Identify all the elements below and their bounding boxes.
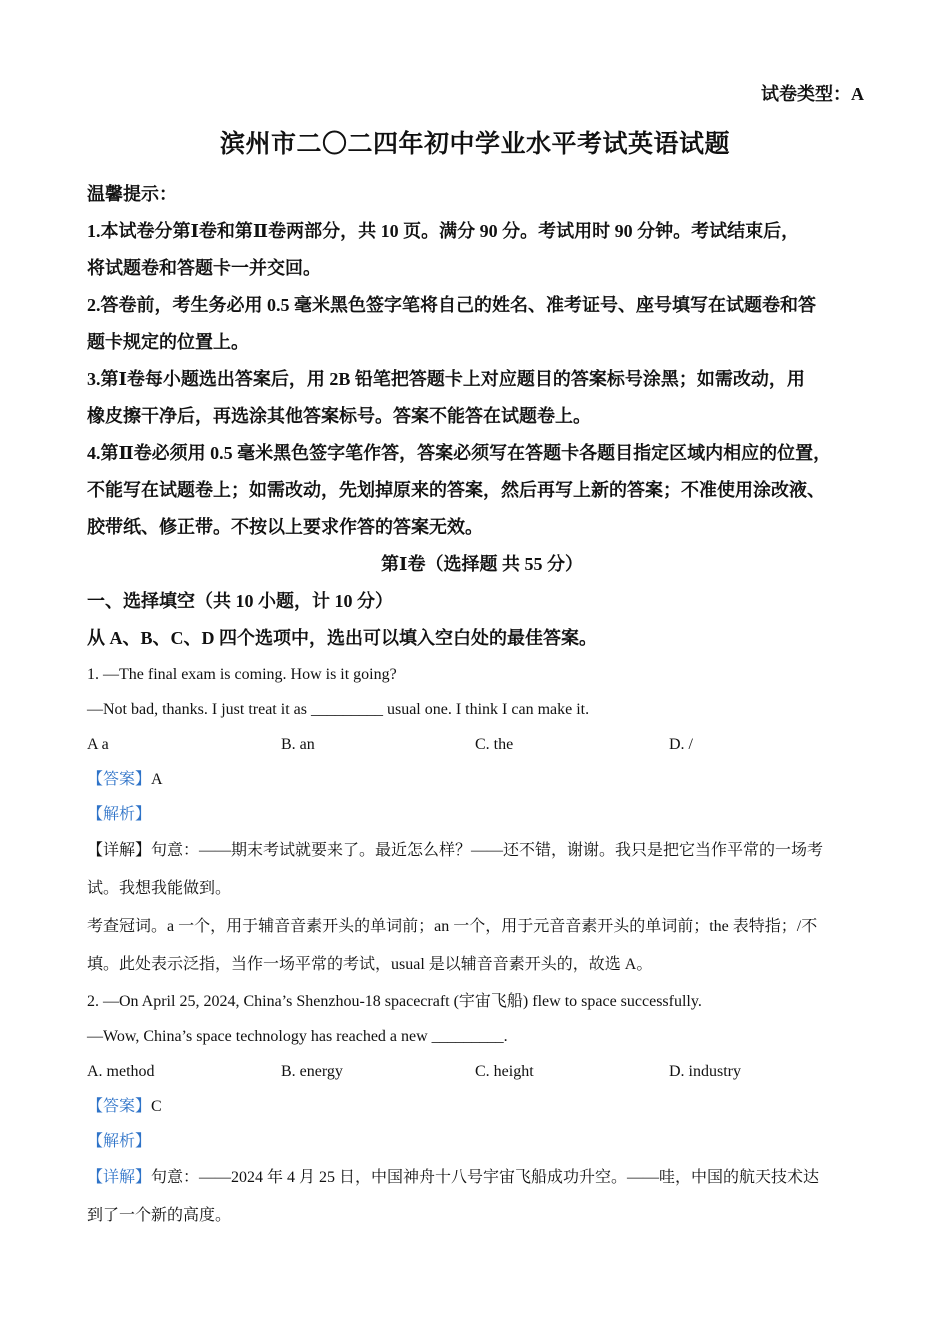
section-title: 一、选择填空（共 10 小题，计 10 分） [87, 591, 393, 611]
notice-line: 橡皮擦干净后，再选涂其他答案标号。答案不能答在试题卷上。 [87, 406, 591, 426]
detail-line: 到了一个新的高度。 [87, 1207, 232, 1224]
detail-line [87, 832, 877, 870]
question-options [87, 1054, 877, 1089]
answer-value: C [151, 1098, 162, 1115]
notice-line: 1.本试卷分第Ⅰ卷和第Ⅱ卷两部分，共 10 页。满分 90 分。考试用时 90 分钟。考试结束后， [87, 221, 800, 241]
answer-value: A [151, 771, 163, 788]
analysis-tag: 【解析】 [87, 1133, 152, 1150]
notice-heading: 温馨提示： [87, 184, 177, 204]
option-b: B. energy [281, 1063, 343, 1080]
notice-line: 不能写在试题卷上；如需改动，先划掉原来的答案，然后再写上新的答案；不准使用涂改液、 [87, 480, 825, 500]
option-c: C. the [475, 736, 514, 753]
part-title: 第Ⅰ卷（选择题 共 55 分） [381, 554, 583, 574]
option-a: A. method [87, 1063, 155, 1080]
notice-line: 胶带纸、修正带。不按以上要求作答的答案无效。 [87, 517, 483, 537]
detail-line: 试。我想我能做到。 [87, 880, 232, 897]
notice-line: 题卡规定的位置上。 [87, 332, 249, 352]
option-d: D. industry [669, 1063, 741, 1080]
analysis-tag: 【解析】 [87, 806, 152, 823]
detail-line [87, 1159, 877, 1197]
answer-tag: 【答案】 [87, 771, 152, 788]
detail-tag: 【详解】 [87, 842, 152, 859]
document-body [87, 176, 877, 1235]
analysis-line [87, 1124, 877, 1159]
question-stem: —Not bad, thanks. I just treat it as _________ usual one. I think I can make it. [87, 701, 590, 718]
answer-line [87, 762, 877, 797]
detail-tag: 【详解】 [87, 1169, 152, 1186]
answer-line [87, 1089, 877, 1124]
option-a: A a [87, 736, 109, 753]
answer-tag: 【答案】 [87, 1098, 152, 1115]
notice-line: 3.第Ⅰ卷每小题选出答案后，用 2B 铅笔把答题卡上对应题目的答案标号涂黑；如需改动，用 [87, 369, 805, 389]
notice-line: 2.答卷前，考生务必用 0.5 毫米黑色签字笔将自己的姓名、准考证号、座号填写在试题卷和答 [87, 295, 816, 315]
detail-text: 句意：——期末考试就要来了。最近怎么样？——还不错，谢谢。我只是把它当作平常的一场考 [151, 842, 824, 859]
notice-line: 4.第Ⅱ卷必须用 0.5 毫米黑色签字笔作答，答案必须写在答题卡各题目指定区域内相应的位置， [87, 443, 832, 463]
question-stem: 1. —The final exam is coming. How is it going? [87, 666, 397, 683]
notice-line: 将试题卷和答题卡一并交回。 [87, 258, 321, 278]
question-block [87, 984, 877, 1235]
detail-line: 考查冠词。a 一个，用于辅音音素开头的单词前；an 一个，用于元音音素开头的单词前；the 表特指；/不 [87, 918, 818, 935]
option-c: C. height [475, 1063, 534, 1080]
page-title: 滨州市二〇二四年初中学业水平考试英语试题 [219, 131, 730, 158]
section-instruction: 从 A、B、C、D 四个选项中，选出可以填入空白处的最佳答案。 [87, 628, 598, 648]
question-stem: —Wow, China’s space technology has reached a new _________. [87, 1028, 508, 1045]
exam-type-label: 试卷类型：A [761, 84, 864, 104]
option-d: D. / [669, 736, 693, 753]
question-block [87, 657, 877, 984]
question-stem: 2. —On April 25, 2024, China’s Shenzhou-18 spacecraft (宇宙飞船) flew to space successfully. [87, 993, 702, 1010]
analysis-line [87, 797, 877, 832]
option-b: B. an [281, 736, 315, 753]
question-options [87, 727, 877, 762]
detail-text: 句意：——2024 年 4 月 25 日，中国神舟十八号宇宙飞船成功升空。——哇，中国的航天技术达 [151, 1169, 820, 1186]
detail-line: 填。此处表示泛指，当作一场平常的考试，usual 是以辅音音素开头的，故选 A。 [87, 956, 653, 973]
